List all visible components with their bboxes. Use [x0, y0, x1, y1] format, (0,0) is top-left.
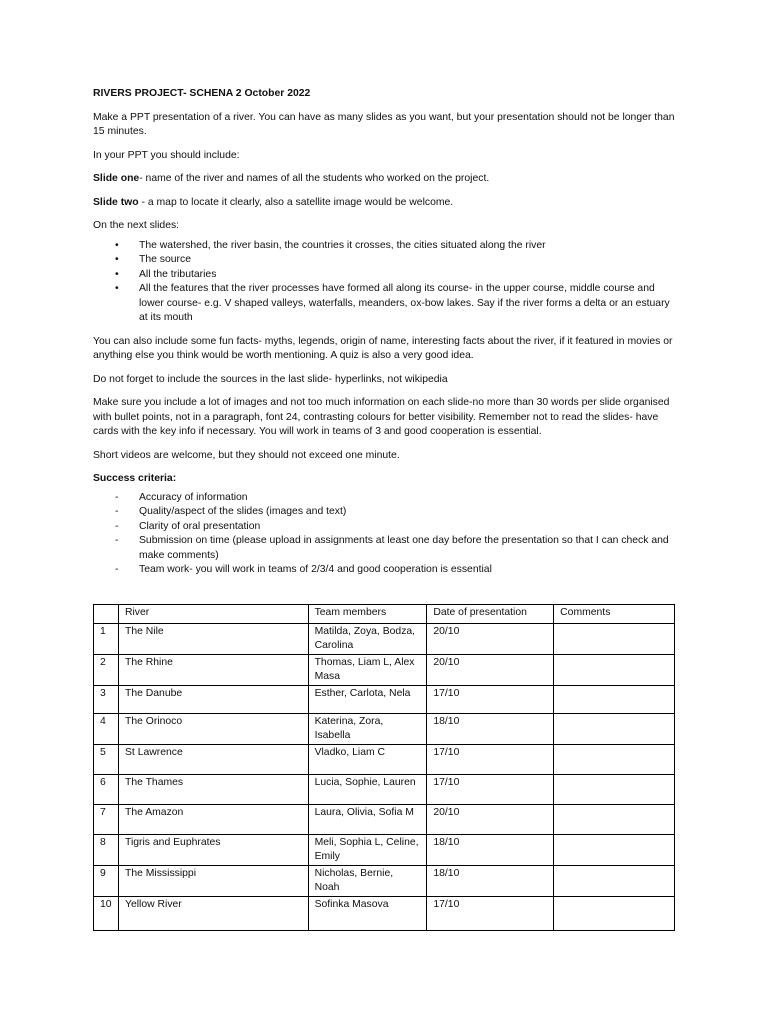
table-row: [94, 655, 675, 686]
slide-two-line: [93, 196, 678, 211]
table-cell: [554, 835, 675, 866]
slide-one-line: [93, 172, 678, 187]
table-header-cell: Date of presentation: [427, 605, 554, 624]
table-cell: Sofinka Masova: [308, 897, 427, 931]
table-cell: [554, 866, 675, 897]
list-item: - Submission on time (please upload in assignments at least one day before the presentation so that I can check and make comments): [115, 535, 669, 561]
table-cell: Meli, Sophia L, Celine, Emily: [308, 835, 427, 866]
table-cell: Tigris and Euphrates: [118, 835, 308, 866]
table-cell: The Orinoco: [118, 714, 308, 745]
table-cell: The Amazon: [118, 805, 308, 835]
table-cell: [554, 805, 675, 835]
slide-one-label: Slide one: [93, 173, 140, 184]
table-cell: The Nile: [118, 624, 308, 655]
include-heading: In your PPT you should include:: [93, 149, 240, 161]
table-cell: 17/10: [427, 686, 554, 714]
table-row: [94, 714, 675, 745]
list-item: • The source: [93, 253, 678, 268]
table-cell: [554, 897, 675, 931]
intro-paragraph: Make a PPT presentation of a river. You can have as many slides as you want, but your presentation should not be longer than 15 minutes.: [93, 111, 675, 137]
bullet-icon: •: [115, 268, 119, 280]
table-cell: [554, 775, 675, 805]
table-cell: Katerina, Zora, Isabella: [308, 714, 427, 745]
table-cell: 2: [94, 655, 119, 686]
table-cell: Esther, Carlota, Nela: [308, 686, 427, 714]
list-item: - Team work- you will work in teams of 2/3/4 and good cooperation is essential: [93, 563, 678, 578]
table-cell: [554, 686, 675, 714]
table-cell: The Danube: [118, 686, 308, 714]
table-cell: 20/10: [427, 624, 554, 655]
table-header-cell: [94, 605, 119, 624]
slide-two-text: - a map to locate it clearly, also a satellite image would be welcome.: [138, 196, 454, 208]
table-cell: [554, 714, 675, 745]
dash-icon: -: [115, 520, 119, 532]
bullet-icon: •: [115, 254, 119, 265]
table-cell: 20/10: [427, 655, 554, 686]
next-slides-list: [93, 239, 678, 326]
table-cell: Matilda, Zoya, Bodza, Carolina: [308, 624, 427, 655]
table-cell: [554, 745, 675, 775]
bullet-icon: •: [115, 283, 119, 294]
table-header-cell: Comments: [554, 605, 675, 624]
table-cell: [554, 624, 675, 655]
document-page: [93, 87, 678, 582]
next-slides-heading: On the next slides:: [93, 220, 180, 231]
document-title: RIVERS PROJECT- SCHENA 2 October 2022: [93, 88, 311, 99]
bullet-icon: •: [115, 239, 119, 251]
list-item: • All the features that the river processes have formed all along its course- in the upper course, middle course and lower course- e.g. V shaped valleys, waterfalls, meanders, ox-bow lakes. Say if the river forms a delta or an estuary at its mouth: [115, 283, 670, 323]
table-cell: Yellow River: [118, 897, 308, 931]
table-cell: 7: [94, 805, 119, 835]
table-header-row: [94, 605, 675, 624]
table-cell: The Thames: [118, 775, 308, 805]
table-cell: The Rhine: [118, 655, 308, 686]
table-cell: [554, 655, 675, 686]
table-cell: 3: [94, 686, 119, 714]
table-row: [94, 624, 675, 655]
images-paragraph: Make sure you include a lot of images and not too much information on each slide-no more than 30 words per slide organised with bullet points, not in a paragraph, font 24, contrasting colours for better visibility. Remember not to read the slides- have cards with the key info if necessary. You will work in teams of 3 and good cooperation is essential.: [93, 397, 670, 437]
list-item: • All the tributaries: [93, 268, 678, 283]
table-row: [94, 897, 675, 931]
table-row: [94, 835, 675, 866]
table-cell: 1: [94, 624, 119, 655]
table-cell: 18/10: [427, 835, 554, 866]
dash-icon: -: [115, 535, 119, 546]
fun-facts-paragraph: You can also include some fun facts- myths, legends, origin of name, interesting facts about the river, if it featured in movies or anything else you think would be worth mentioning. A quiz is also a very good idea.: [93, 335, 673, 361]
table-cell: Nicholas, Bernie, Noah: [308, 866, 427, 897]
table-cell: Lucia, Sophie, Lauren: [308, 775, 427, 805]
table-cell: Thomas, Liam L, Alex Masa: [308, 655, 427, 686]
sources-paragraph: Do not forget to include the sources in the last slide- hyperlinks, not wikipedia: [93, 373, 448, 385]
table-cell: 6: [94, 775, 119, 805]
slide-one-text: - name of the river and names of all the students who worked on the project.: [139, 173, 490, 184]
table-row: [94, 866, 675, 897]
dash-icon: -: [115, 564, 119, 575]
list-item: - Clarity of oral presentation: [93, 520, 678, 535]
slide-two-label: Slide two: [93, 196, 139, 208]
table-cell: Vladko, Liam C: [308, 745, 427, 775]
table-cell: 20/10: [427, 805, 554, 835]
table-cell: 18/10: [427, 714, 554, 745]
table-cell: 4: [94, 714, 119, 745]
table-row: [94, 805, 675, 835]
dash-icon: -: [115, 491, 119, 503]
table-header-cell: Team members: [308, 605, 427, 624]
list-item: - Accuracy of information: [93, 491, 678, 506]
list-item: - Quality/aspect of the slides (images and text): [93, 505, 678, 520]
videos-paragraph: Short videos are welcome, but they should not exceed one minute.: [93, 449, 400, 461]
list-item: • The watershed, the river basin, the countries it crosses, the cities situated along the river: [93, 239, 678, 254]
table-cell: Laura, Olivia, Sofia M: [308, 805, 427, 835]
table-cell: 10: [94, 897, 119, 931]
success-list: [93, 491, 678, 578]
table-cell: 17/10: [427, 897, 554, 931]
dash-icon: -: [115, 506, 119, 517]
table-row: [94, 775, 675, 805]
table-row: [94, 745, 675, 775]
table-cell: 18/10: [427, 866, 554, 897]
table-header-cell: River: [118, 605, 308, 624]
success-heading: Success criteria:: [93, 473, 177, 484]
table-cell: 5: [94, 745, 119, 775]
table-cell: 17/10: [427, 775, 554, 805]
table-cell: St Lawrence: [118, 745, 308, 775]
table-cell: The Mississippi: [118, 866, 308, 897]
table-cell: 9: [94, 866, 119, 897]
table-cell: 8: [94, 835, 119, 866]
table-cell: 17/10: [427, 745, 554, 775]
rivers-table: [93, 604, 675, 931]
table-row: [94, 686, 675, 714]
